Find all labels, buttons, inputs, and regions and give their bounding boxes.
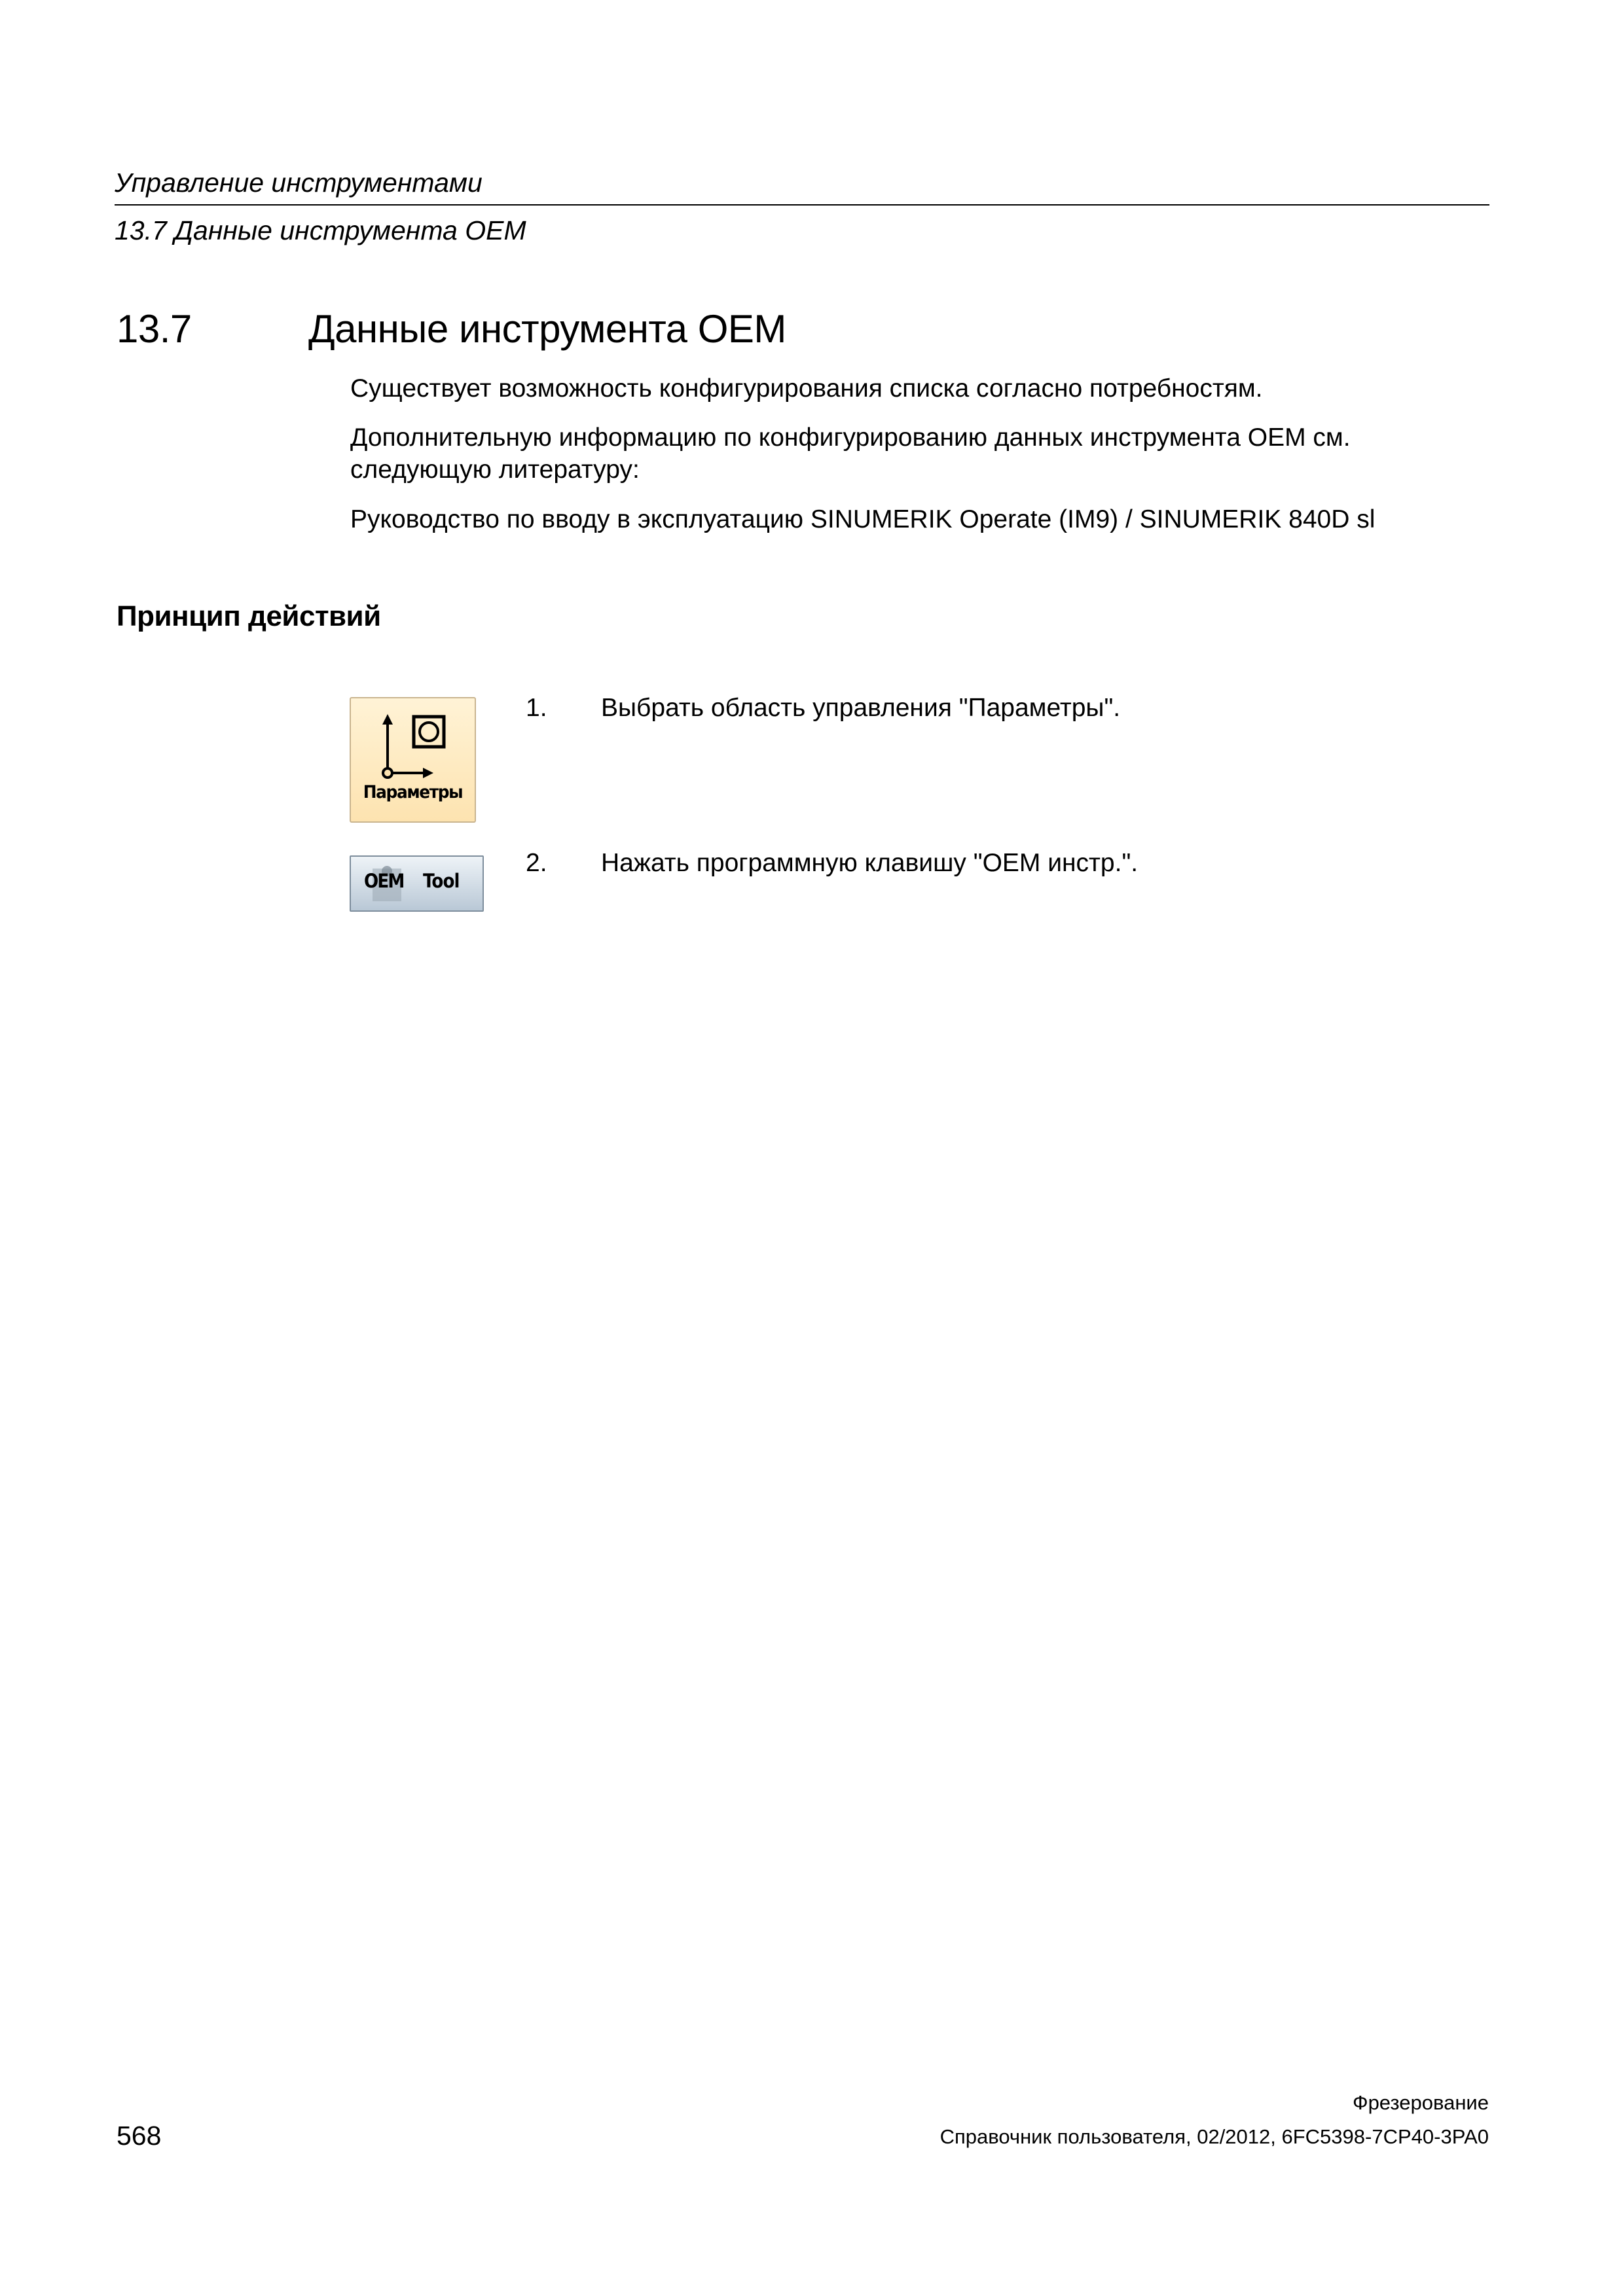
running-head (115, 167, 1489, 247)
subheading-procedure: Принцип действий (117, 600, 381, 632)
footer-manual-info: Справочник пользователя, 02/2012, 6FC5398-7CP40-3PA0 (939, 2125, 1489, 2148)
paragraph-literature: Руководство по вводу в эксплуатацию SINUMERIK Operate (IM9) / SINUMERIK 840D sl (350, 505, 1376, 533)
step-2-text: Нажать программную клавишу "OEM инстр.". (601, 849, 1139, 877)
oem-tool-softkey[interactable] (350, 855, 484, 912)
running-head-section: 13.7 Данные инструмента OEM (115, 215, 526, 246)
footer-product: Фрезерование (1353, 2091, 1489, 2114)
section-heading (117, 308, 786, 351)
oem-tool-softkey-oem-label: OEM (364, 870, 404, 892)
step-2-number: 2. (526, 849, 547, 877)
paragraph-configuration: Существует возможность конфигурирования списка согласно потребностям. (350, 374, 1263, 403)
paragraph-more-info: Дополнительную информацию по конфигурированию данных инструмента OEM см. следующую литературу: (350, 423, 1351, 484)
step-1-number: 1. (526, 694, 547, 722)
page-number: 568 (117, 2121, 162, 2151)
section-number: 13.7 (117, 307, 192, 351)
parameters-icon (373, 708, 455, 783)
parameters-softkey-label: Параметры (363, 782, 463, 802)
oem-tool-softkey-tool-label: Tool (423, 870, 460, 892)
parameters-softkey[interactable] (350, 697, 476, 823)
running-head-chapter: Управление инструментами (115, 167, 1489, 206)
section-title: Данные инструмента OEM (308, 307, 786, 351)
step-1-text: Выбрать область управления "Параметры". (601, 694, 1121, 722)
